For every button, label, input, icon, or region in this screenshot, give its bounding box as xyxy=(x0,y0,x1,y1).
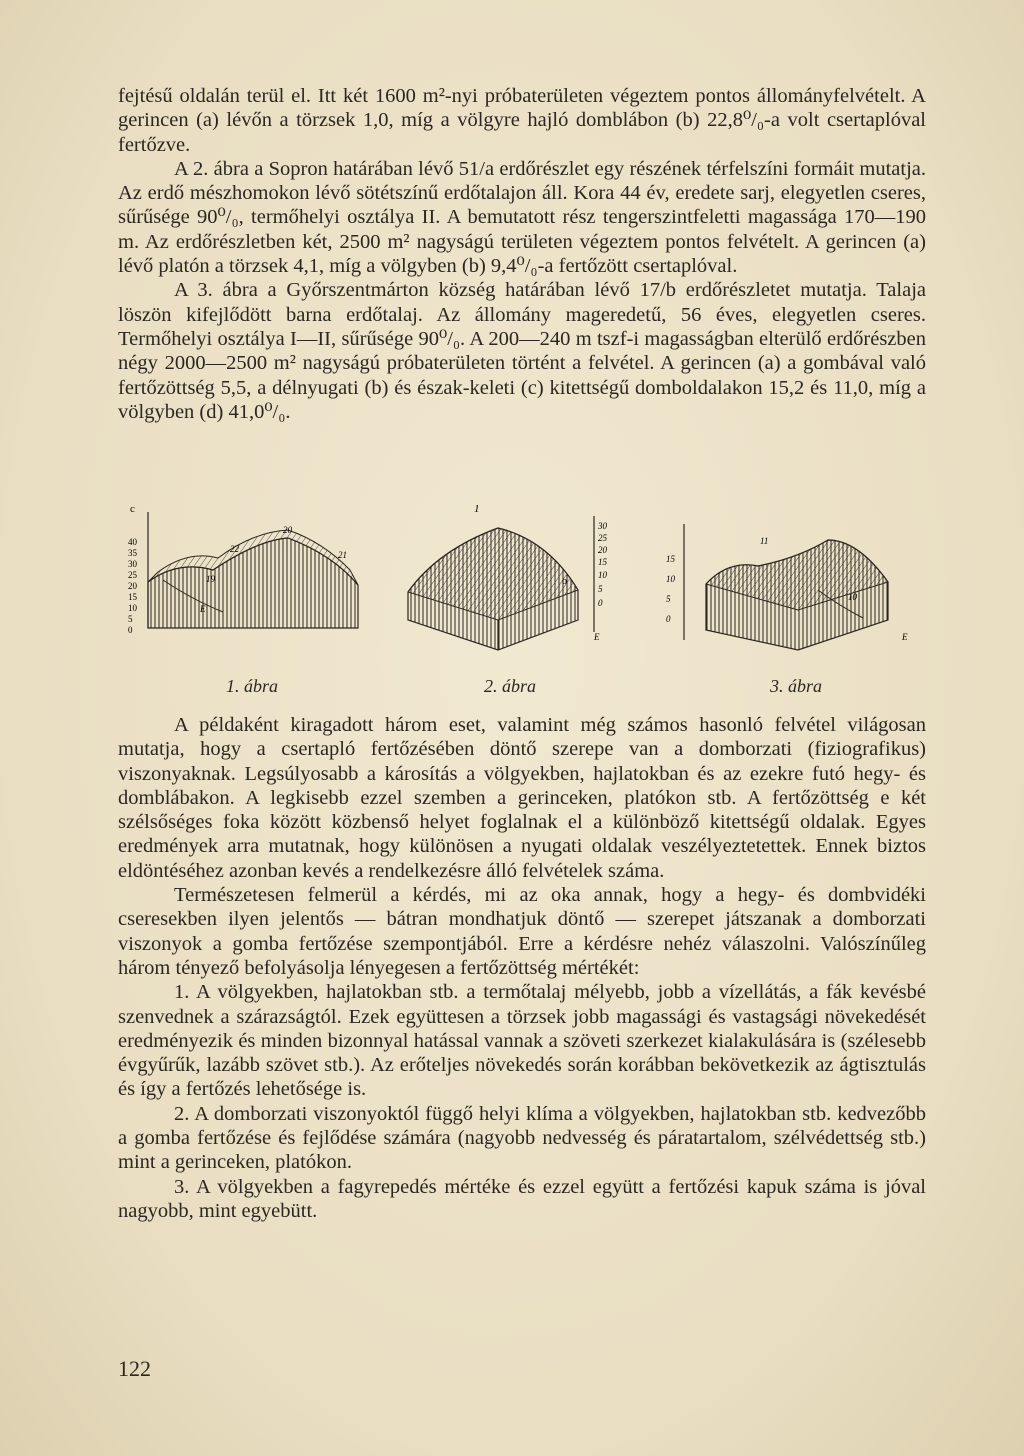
scale-label: 10 xyxy=(128,603,137,613)
scale-label: 5 xyxy=(128,614,133,624)
fig3-scale xyxy=(666,554,676,624)
figure-1 xyxy=(128,503,358,635)
fig2-axis-letter: 1 xyxy=(474,503,480,515)
paragraph: A példaként kiragadott három eset, valamint még számos hasonló felvétel világosan mutatja, hogy a csertapló fertőzésében döntő szerepe van a domborzati (fiziografikus) viszonyaknak. Legsúlyosabb a károsítás a völgyekben, hajlatokban és az ezekre futó hegy- és domblábakon. A legkisebb ezzel szemben a gerinceken, platókon stb. A fertőzöttség e két szélsőséges foka között közbenső helyet foglalnak el a különböző kitettségű oldalak. Egyes eredmények arra mutatnak, hogy különösen a nyugati oldalak veszélyeztetettek. Ennek biztos eldöntéséhez azonban kevés a rendelkezésre álló felvételek száma. xyxy=(118,714,926,882)
caption-fig2: 2. ábra xyxy=(484,676,537,696)
scale-label: 5 xyxy=(598,584,603,594)
scale-label: 25 xyxy=(128,570,137,580)
scale-label: 30 xyxy=(598,521,607,531)
scale-label: 15 xyxy=(598,557,607,567)
fig1-scale xyxy=(128,537,138,635)
scale-label: 20 xyxy=(598,545,607,555)
fig3-label: 10 xyxy=(848,592,857,602)
scale-label: 40 xyxy=(128,537,137,547)
fig1-label: E xyxy=(200,604,206,614)
scale-label: 10 xyxy=(666,574,675,584)
scale-label: 15 xyxy=(128,592,137,602)
list-item: 2. A domborzati viszonyoktól függő helyi klíma a völgyekben, hajlatokban stb. kedvezőbb a gomba fertőzése és fejlődése számára (nagyobb nedvesség és páratartalom, szélvédettség stb.) mint a gerinceken, platókon. xyxy=(118,1102,926,1174)
top-text xyxy=(118,84,926,424)
scale-label: 35 xyxy=(128,548,137,558)
list-item: 3. A völgyekben a fagyrepedés mértéke és ezzel együtt a fertőzési kapuk száma is jóval nagyobb, mint egyebütt. xyxy=(118,1175,926,1222)
fig1-label: 22 xyxy=(230,544,239,554)
scale-label: 0 xyxy=(598,598,603,608)
page-number: 122 xyxy=(118,1356,151,1381)
scale-label: 10 xyxy=(598,570,607,580)
fig2-scale xyxy=(597,521,608,608)
list-item: 1. A völgyekben, hajlatokban stb. a termőtalaj mélyebb, jobb a vízellátás, a fák kevésbé szenvednek a szárazságtól. Ezek együttesen a törzsek jobb magassági és vastagsági növekedését eredményezik és minden bizonnyal hatással vannak a szöveti szerkezet kialakulására is (szélesebb évgyűrűk, lazább szövet stb.). Az erőteljes növekedés során korábban bekövetkezik az ágtisztulás és így a fertőzés lehetősége is. xyxy=(118,981,926,1101)
figure-2 xyxy=(408,503,608,650)
scale-label: 30 xyxy=(128,559,137,569)
figure-row xyxy=(118,500,926,700)
scale-label: 0 xyxy=(128,625,133,635)
fig2-label: E xyxy=(594,632,600,642)
caption-fig3: 3. ábra xyxy=(770,676,823,696)
fig1-label: 19 xyxy=(206,574,215,584)
fig1-axis-letter: c xyxy=(130,503,135,515)
fig3-label: 11 xyxy=(760,536,769,546)
fig1-label: 20 xyxy=(283,525,292,535)
paragraph: A 3. ábra a Győrszentmárton község határában lévő 17/b erdőrészletet mutatja. Talaja löszön kifejlődött barna erdőtalaj. Az állomány mageredetű, 56 éves, elegyetlen cseres. Termőhelyi osztálya I—II, sűrűsége 90⁰/₀. A 200—240 m tszf-i magasságban elterülő erdőrészben négy 2000—2500 m² nagyságú próbaterületen történt a felvétel. A gerincen (a) a gombával való fertőzöttség 5,5, a délnyugati (b) és észak-keleti (c) kitettségű domboldalakon 15,2 és 11,0, míg a völgyben (d) 41,0⁰/₀. xyxy=(118,279,926,423)
fig2-label: o xyxy=(562,576,567,587)
scale-label: 25 xyxy=(598,533,607,543)
figure-3 xyxy=(666,524,908,650)
bottom-text xyxy=(118,713,926,1223)
caption-fig1: 1. ábra xyxy=(226,676,279,696)
paragraph: Természetesen felmerül a kérdés, mi az oka annak, hogy a hegy- és dombvidéki cseresekben ilyen jelentős — bátran mondhatjuk döntő — szerepet játszanak a domborzati viszonyok a gomba fertőzése szempontjából. Erre a kérdésre nehéz válaszolni. Valószínűleg három tényező befolyásolja lényegesen a fertőzöttség mértékét: xyxy=(118,884,926,979)
paragraph: fejtésű oldalán terül el. Itt két 1600 m²-nyi próbaterületen végeztem pontos állományfelvételt. A gerincen (a) lévőn a törzsek 1,0, míg a völgyre hajló domblábon (b) 22,8⁰/₀-a volt csertaplóval fertőzve. xyxy=(118,85,926,156)
scale-label: 0 xyxy=(666,614,671,624)
paragraph: A 2. ábra a Sopron határában lévő 51/a erdőrészlet egy részének térfelszíni formáit mutatja. Az erdő mészhomokon lévő sötétszínű erdőtalajon áll. Kora 44 év, eredete sarj, elegyetlen cseres, sűrűsége 90⁰/₀, termőhelyi osztálya II. A bemutatott rész tengerszintfeletti magassága 170—190 m. Az erdőrészletben két, 2500 m² nagyságú területen végeztem pontos felvételt. A gerincen (a) lévő platón a törzsek 4,1, míg a völgyben (b) 9,4⁰/₀-a fertőzött csertaplóval. xyxy=(118,157,926,278)
scale-label: 20 xyxy=(128,581,137,591)
fig3-label: E xyxy=(902,632,908,642)
fig1-label: 21 xyxy=(338,550,347,560)
scale-label: 15 xyxy=(666,554,675,564)
scale-label: 5 xyxy=(666,594,671,604)
